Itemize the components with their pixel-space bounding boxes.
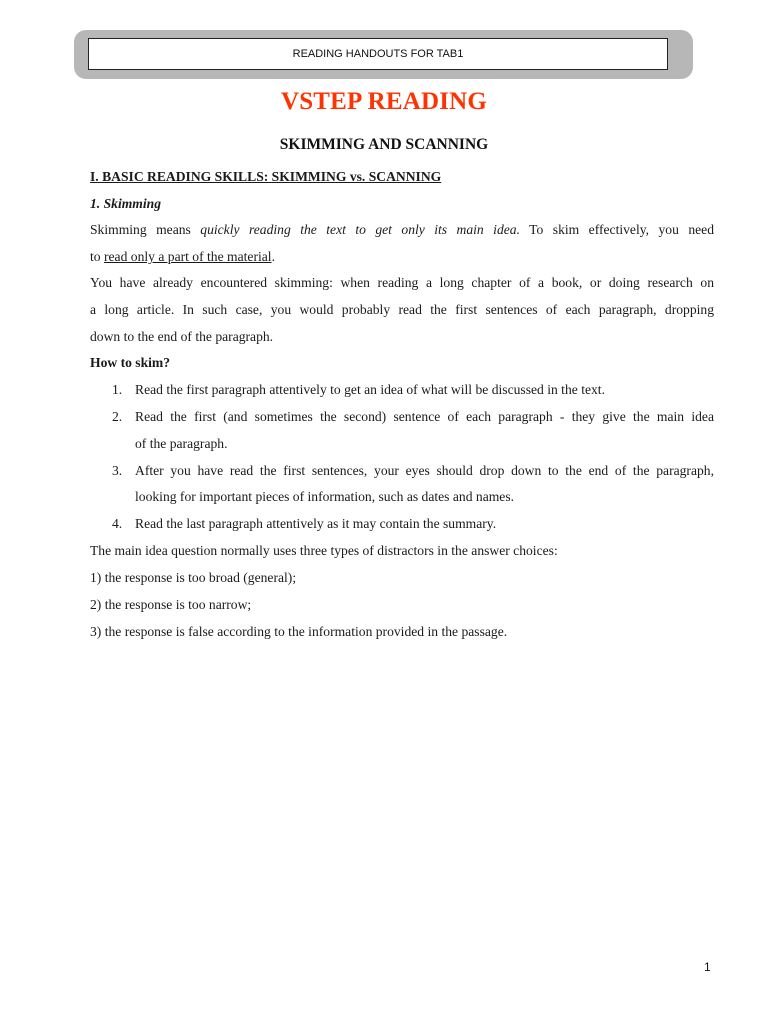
para1-text-d: to [90,249,104,264]
list-item-continued: of the paragraph. [135,436,228,451]
para1-text-f: . [271,249,275,264]
subsection-heading: 1. Skimming [90,196,162,211]
distractor-item: 1) the response is too broad (general); [90,570,297,585]
para1-emphasis: quickly reading the text to get only its main idea. [200,222,520,237]
list-item-number: 4. [112,516,123,531]
list-item-number: 3. [112,463,123,478]
para1-text-c: To skim effectively, you need [519,222,714,237]
list-item: Read the first paragraph attentively to get an idea of what will be discussed in the text. [135,382,605,397]
list-item: Read the first (and sometimes the second) sentence of each paragraph - they give the main idea [135,409,714,424]
para1-underlined: read only a part of the material [103,249,272,264]
page-number: 1 [704,960,711,974]
para1-line1 [90,221,714,239]
list-item-number: 2. [112,409,123,424]
para2-line2: a long article. In such case, you would probably read the first sentences of each paragraph, dropping [90,302,714,317]
distractor-item: 3) the response is false according to the information provided in the passage. [90,624,508,639]
how-to-heading: How to skim? [90,355,171,370]
section-heading: I. BASIC READING SKILLS: SKIMMING vs. SCANNING [90,169,442,184]
list-item-continued: looking for important pieces of information, such as dates and names. [135,489,515,504]
list-item: After you have read the first sentences, your eyes should drop down to the end of the paragraph, [135,463,714,478]
page-subtitle: SKIMMING AND SCANNING [279,136,489,153]
page-title: VSTEP READING [280,88,488,115]
list-item-number: 1. [112,382,123,397]
distractors-intro: The main idea question normally uses three types of distractors in the answer choices: [90,543,558,558]
para1-line2 [90,248,714,266]
header-text: READING HANDOUTS FOR TAB1 [292,48,464,60]
header-title-box [88,38,668,70]
para2-line3: down to the end of the paragraph. [90,329,274,344]
para2-line1: You have already encountered skimming: when reading a long chapter of a book, or doing research on [90,275,714,290]
para1-text-a: Skimming means [90,222,201,237]
distractor-item: 2) the response is too narrow; [90,597,252,612]
list-item: Read the last paragraph attentively as it may contain the summary. [135,516,497,531]
